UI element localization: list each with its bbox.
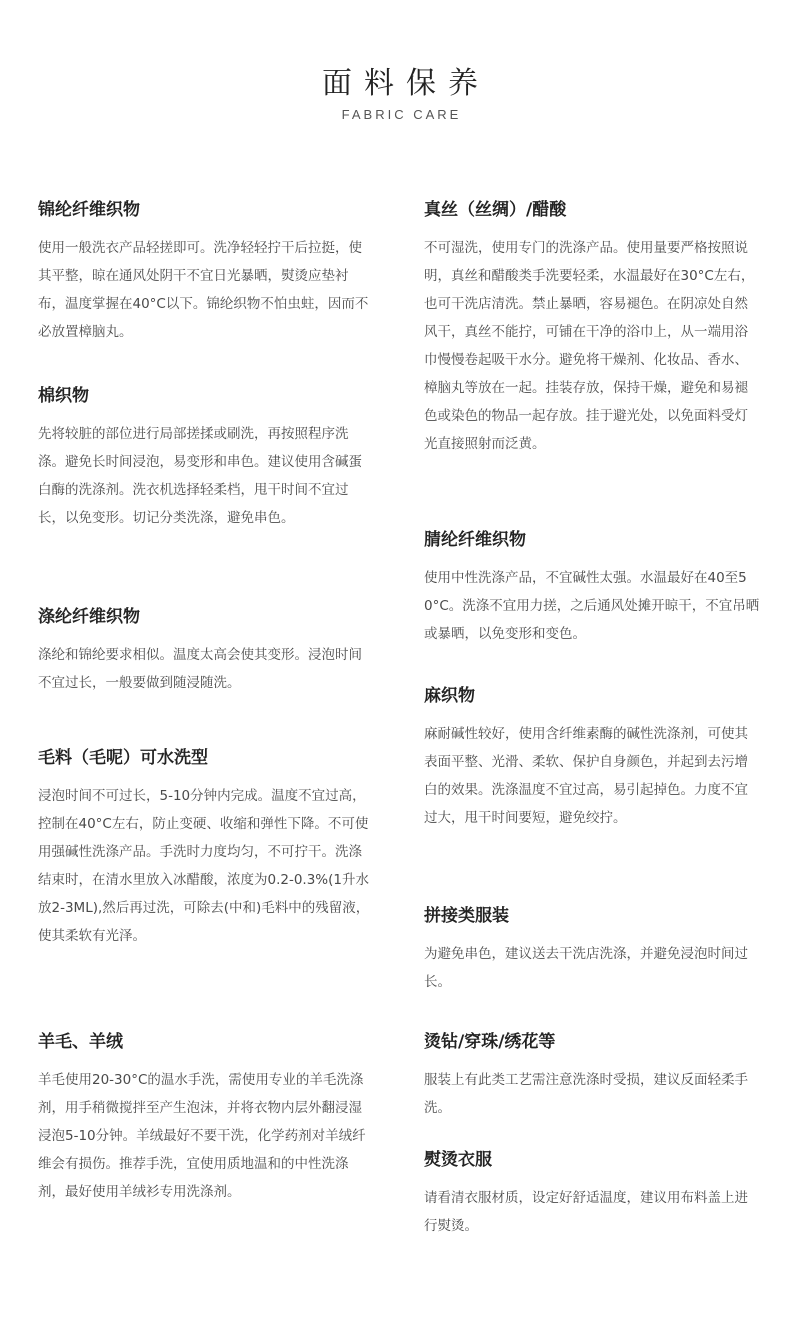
section-body: 请看清衣服材质，设定好舒适温度，建议用布料盖上进行熨烫。: [424, 1190, 748, 1234]
section-title: 烫钻/穿珠/绣花等: [424, 1032, 556, 1052]
section-body: 使用中性洗涤产品，不宜碱性太强。水温最好在40至50°C。洗涤不宜用力搓，之后通风处摊开晾干，不宜吊晒或暴晒，以免变形和变色。: [424, 570, 760, 642]
section-polyester: [38, 605, 374, 697]
section-body: 麻耐碱性较好，使用含纤维素酶的碱性洗涤剂，可使其表面平整、光滑、柔软、保护自身颜色，并起到去污增白的效果。洗涤温度不宜过高，易引起掉色。力度不宜过大，甩干时间要短，避免绞拧。: [424, 726, 748, 826]
section-acrylic: [424, 528, 760, 648]
page-subtitle: FABRIC CARE: [341, 107, 462, 122]
section-wool-fabric: [38, 746, 374, 950]
section-title: 真丝（丝绸）/醋酸: [424, 200, 567, 220]
section-title: 腈纶纤维织物: [424, 530, 526, 550]
section-linen: [424, 684, 760, 832]
section-title: 棉织物: [38, 386, 89, 406]
section-body: 为避免串色，建议送去干洗店洗涤，并避免浸泡时间过长。: [424, 946, 748, 990]
section-title: 麻织物: [424, 686, 475, 706]
section-nylon: [38, 198, 374, 346]
section-title: 羊毛、羊绒: [38, 1032, 123, 1052]
section-wool-cashmere: [38, 1030, 374, 1206]
section-patchwork: [424, 904, 760, 996]
section-title: 锦纶纤维织物: [38, 200, 140, 220]
section-title: 拼接类服装: [424, 906, 509, 926]
section-silk-acetate: [424, 198, 760, 458]
section-embellishment: [424, 1030, 760, 1122]
section-body: 不可湿洗，使用专门的洗涤产品。使用量要严格按照说明，真丝和醋酸类手洗要轻柔，水温最好在30°C左右，也可干洗店清洗。禁止暴晒，容易褪色。在阴凉处自然风干，真丝不能拧，可铺在干净的浴巾上，从一端用浴巾慢慢卷起吸干水分。避免将干燥剂、化妆品、香水、樟脑丸等放在一起。挂装存放，保持干燥，避免和易褪色或染色的物品一起存放。挂于避光处，以免面料受灯光直接照射而泛黄。: [424, 240, 755, 452]
section-ironing: [424, 1148, 760, 1240]
section-title: 熨烫衣服: [424, 1150, 492, 1170]
section-body: 使用一般洗衣产品轻搓即可。洗净轻轻拧干后拉挺，使其平整，晾在通风处阴干不宜日光暴晒，熨烫应垫衬布，温度掌握在40°C以下。锦纶织物不怕虫蛀，因而不必放置樟脑丸。: [38, 240, 369, 340]
section-cotton: [38, 384, 374, 532]
section-body: 服装上有此类工艺需注意洗涤时受损，建议反面轻柔手洗。: [424, 1072, 748, 1116]
section-body: 羊毛使用20-30°C的温水手洗，需使用专业的羊毛洗涤剂，用手稍微搅拌至产生泡沫，并将衣物内层外翻浸湿浸泡5-10分钟。羊绒最好不要干洗，化学药剂对羊绒纤维会有损伤。推荐手洗，宜使用质地温和的中性洗涤剂，最好使用羊绒衫专用洗涤剂。: [38, 1072, 366, 1200]
section-title: 涤纶纤维织物: [38, 607, 140, 627]
section-body: 涤纶和锦纶要求相似。温度太高会使其变形。浸泡时间不宜过长，一般要做到随浸随洗。: [38, 647, 362, 691]
page-title: 面料保养: [322, 66, 490, 101]
section-title: 毛料（毛呢）可水洗型: [38, 748, 208, 768]
section-body: 先将较脏的部位进行局部搓揉或刷洗，再按照程序洗涤。避免长时间浸泡，易变形和串色。建议使用含碱蛋白酶的洗涤剂。洗衣机选择轻柔档，甩干时间不宜过长，以免变形。切记分类洗涤，避免串色。: [38, 426, 362, 526]
section-body: 浸泡时间不可过长，5-10分钟内完成。温度不宜过高，控制在40°C左右，防止变硬、收缩和弹性下降。不可使用强碱性洗涤产品。手洗时力度均匀，不可拧干。洗涤结束时，在清水里放入冰醋酸，浓度为0.2-0.3%(1升水放2-3ML),然后再过洗，可除去(中和)毛料中的残留液，使其柔软有光泽。: [38, 788, 370, 944]
